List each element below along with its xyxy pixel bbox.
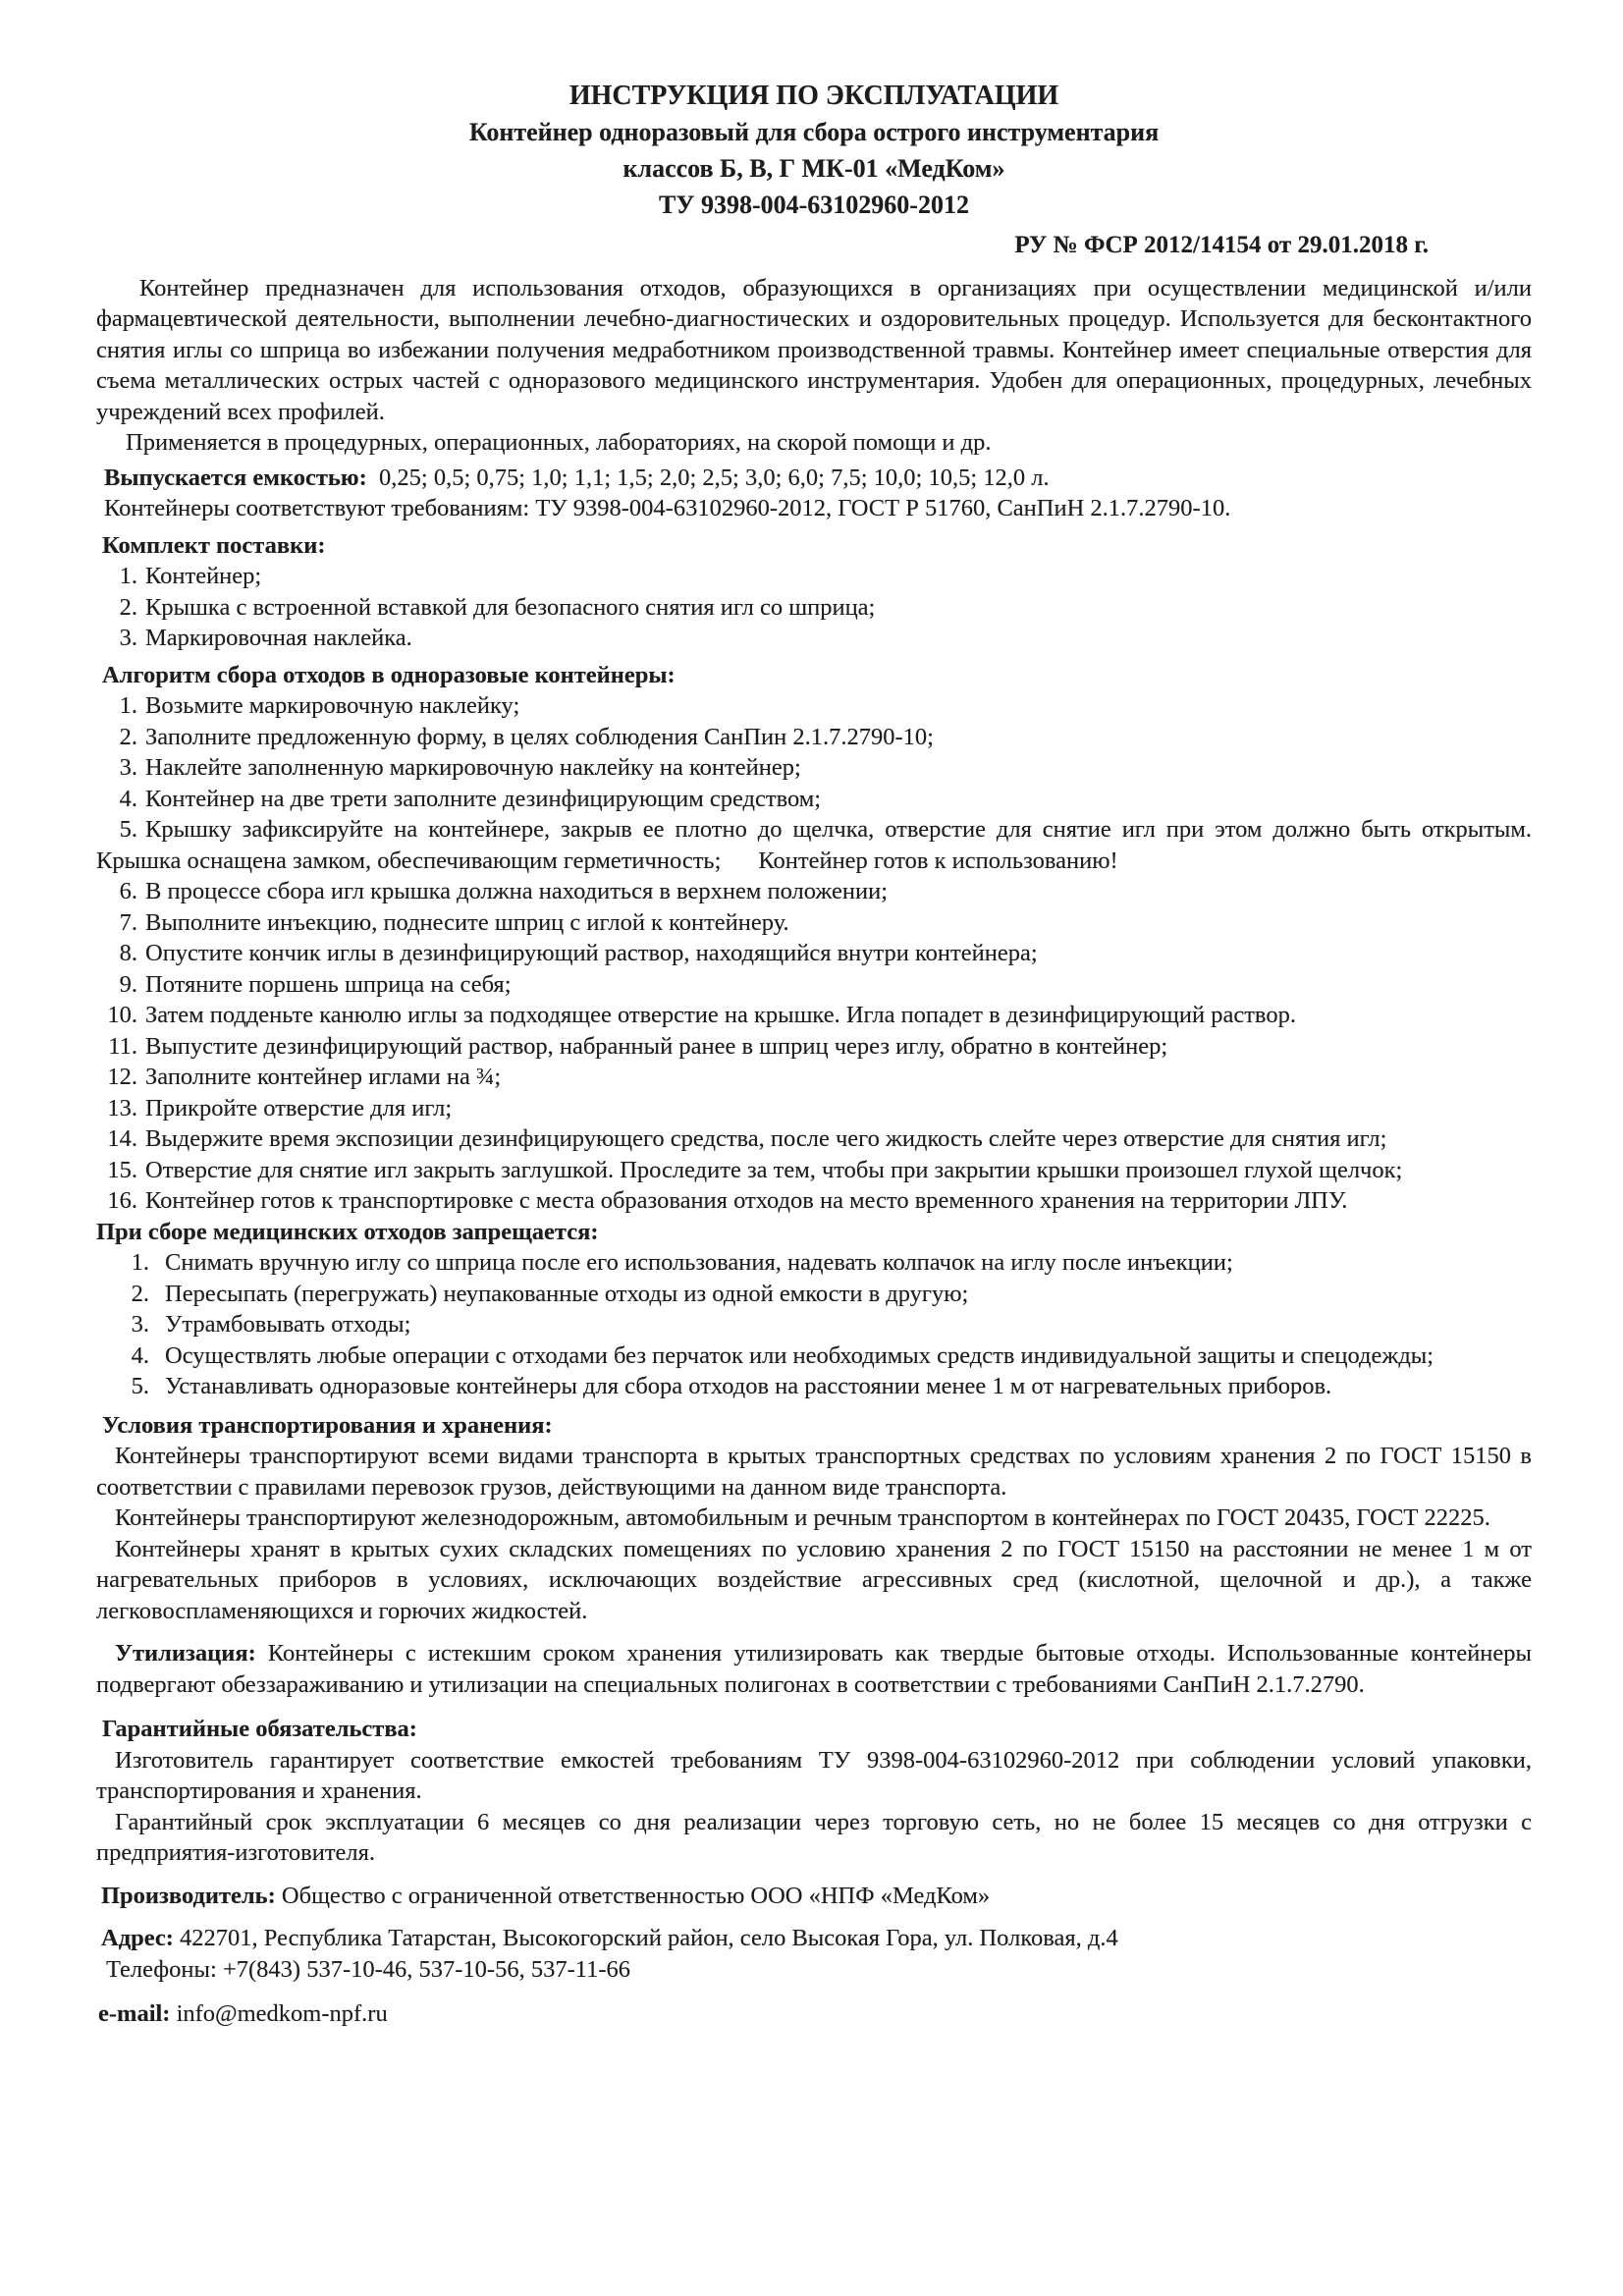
manufacturer-text: Общество с ограниченной ответственностью ООО «НПФ «МедКом» xyxy=(281,1882,991,1909)
item-number: 4. xyxy=(119,785,137,812)
supply-kit-heading: Комплект поставки: xyxy=(102,531,326,559)
compliance-line: Контейнеры соответствуют требованиям: ТУ 9398-004-63102960-2012, ГОСТ Р 51760, СанПиН 2.1.7.2790-10. xyxy=(104,495,1231,521)
address-line xyxy=(96,1923,1532,1954)
algorithm-item xyxy=(96,752,1532,784)
warranty-paragraph: Изготовитель гарантирует соответствие емкостей требованиям ТУ 9398-004-63102960-2012 при соблюдении условий упаковки, транспортирования и хранения. xyxy=(96,1746,1532,1804)
item-text: Крышку зафиксируйте на контейнере, закрыв ее плотно до щелчка, отверстие для снятие игл при этом должно быть открытым. Крышка оснащена замком, обеспечивающим герметичность; xyxy=(96,816,1532,874)
item-number: 11. xyxy=(108,1032,137,1060)
item-number: 4. xyxy=(131,1341,149,1369)
document-subtitle-product: Контейнер одноразовый для сбора острого инструментария xyxy=(468,118,1160,146)
algorithm-item xyxy=(96,784,1532,815)
item-text: Прикройте отверстие для игл; xyxy=(145,1094,453,1121)
warranty-paragraph: Гарантийный срок эксплуатации 6 месяцев со дня реализации через торговую сеть, но не более 15 месяцев со дня отгрузки с предприятия-изготовителя. xyxy=(96,1808,1532,1866)
algorithm-item xyxy=(96,814,1532,876)
item-text: Контейнер на две трети заполните дезинфицирующим средством; xyxy=(145,785,822,812)
document-title: ИНСТРУКЦИЯ ПО ЭКСПЛУАТАЦИИ xyxy=(568,81,1059,111)
address-label: Адрес: xyxy=(101,1925,174,1951)
phones-line xyxy=(96,1954,1532,1986)
disposal-paragraph xyxy=(96,1638,1532,1700)
item-number: 1. xyxy=(119,692,137,719)
address-text: 422701, Республика Татарстан, Высокогорский район, село Высокая Гора, ул. Полковая, д.4 xyxy=(180,1925,1118,1951)
item-text: Потяните поршень шприца на себя; xyxy=(145,970,512,998)
prohibited-heading: При сборе медицинских отходов запрещается: xyxy=(96,1218,599,1245)
item-text: Заполните контейнер иглами на ¾; xyxy=(145,1064,502,1090)
item-number: 1. xyxy=(131,1249,149,1276)
item-number: 8. xyxy=(119,940,137,966)
item-number: 7. xyxy=(119,908,137,936)
item-text: Устанавливать одноразовые контейнеры для сбора отходов на расстоянии менее 1 м от нагревательных приборов. xyxy=(165,1373,1332,1399)
manufacturer-line xyxy=(96,1881,1532,1912)
prohibited-item xyxy=(96,1371,1532,1402)
item-text: Снимать вручную иглу со шприца после его использования, надевать колпачок на иглу после инъекции; xyxy=(165,1249,1233,1276)
algorithm-item xyxy=(96,1031,1532,1063)
item-text: Затем подденьте канюлю иглы за подходящее отверстие на крышке. Игла попадет в дезинфицирующий раствор. xyxy=(145,1002,1296,1028)
supply-kit-item xyxy=(96,623,1532,654)
supply-kit-item xyxy=(96,561,1532,592)
item-text: Маркировочная наклейка. xyxy=(145,625,412,651)
item-number: 12. xyxy=(107,1064,137,1090)
item-number: 6. xyxy=(119,878,137,904)
item-number: 14. xyxy=(107,1125,137,1152)
item-number: 5. xyxy=(131,1373,149,1399)
item-text: Контейнер готов к транспортировке с места образования отходов на место временного хранения на территории ЛПУ. xyxy=(145,1187,1348,1214)
algorithm-item xyxy=(96,722,1532,753)
document-subtitle-tu: ТУ 9398-004-63102960-2012 xyxy=(659,191,969,219)
algorithm-item xyxy=(96,907,1532,939)
item-text: Осуществлять любые операции с отходами без перчаток или необходимых средств индивидуальной защиты и спецодежды; xyxy=(165,1341,1434,1369)
algorithm-item xyxy=(96,876,1532,907)
item-number: 9. xyxy=(119,970,137,998)
capacity-label: Выпускается емкостью: xyxy=(104,464,367,491)
registration-number: РУ № ФСР 2012/14154 от 29.01.2018 г. xyxy=(1014,232,1429,258)
phones-label: Телефоны: xyxy=(106,1955,217,1983)
algorithm-item xyxy=(96,1093,1532,1124)
algorithm-item xyxy=(96,1123,1532,1155)
item-text: Наклейте заполненную маркировочную наклейку на контейнер; xyxy=(145,754,801,781)
email-label: e-mail: xyxy=(98,2000,171,2027)
manufacturer-label: Производитель: xyxy=(101,1882,276,1909)
transport-paragraph: Контейнеры хранят в крытых сухих складских помещениях по условию хранения 2 по ГОСТ 15150 на расстоянии не менее 1 м от нагревательных приборов в условиях, исключающих воздействие агрессивных сред (кислотной, щелочной и др.), а также легковоспламеняющихся и горючих жидкостей. xyxy=(96,1535,1532,1624)
phones-text: +7(843) 537-10-46, 537-10-56, 537-11-66 xyxy=(222,1955,630,1983)
item-number: 16. xyxy=(107,1187,137,1214)
disposal-text: Контейнеры с истекшим сроком хранения утилизировать как твердые бытовые отходы. Использованные контейнеры подвергают обеззараживанию и утилизации на специальных полигонах в соответствии с требованиями СанПиН 2.1.7.2790. xyxy=(96,1640,1533,1698)
document-subtitle-classes: классов Б, В, Г МК-01 «МедКом» xyxy=(622,154,1005,183)
algorithm-item xyxy=(96,1000,1532,1031)
warranty-heading: Гарантийные обязательства: xyxy=(102,1716,417,1742)
algorithm-item xyxy=(96,690,1532,722)
supply-kit-item xyxy=(96,592,1532,624)
item-text: Отверстие для снятие игл закрыть заглушкой. Проследите за тем, чтобы при закрытии крышки произошел глухой щелчок; xyxy=(145,1156,1403,1183)
prohibited-item xyxy=(96,1247,1532,1279)
email-line xyxy=(96,1998,1532,2030)
item-text: Заполните предложенную форму, в целях соблюдения СанПин 2.1.7.2790-10; xyxy=(145,723,934,750)
capacity-values: 0,25; 0,5; 0,75; 1,0; 1,1; 1,5; 2,0; 2,5; 3,0; 6,0; 7,5; 10,0; 10,5; 12,0 л. xyxy=(379,464,1050,491)
item-number: 1. xyxy=(119,563,137,589)
item-number: 3. xyxy=(131,1311,149,1338)
item-text: Выдержите время экспозиции дезинфицирующего средства, после чего жидкость слейте через отверстие для снятия игл; xyxy=(145,1125,1387,1152)
transport-paragraph: Контейнеры транспортируют всеми видами транспорта в крытых транспортных средствах по условиям хранения 2 по ГОСТ 15150 в соответствии с правилами перевозок грузов, действующими на данном виде транспорта. xyxy=(96,1443,1532,1501)
item-text: Выпустите дезинфицирующий раствор, набранный ранее в шприц через иглу, обратно в контейнер; xyxy=(145,1032,1168,1060)
prohibited-item xyxy=(96,1340,1532,1372)
item-text: Возьмите маркировочную наклейку; xyxy=(145,692,520,719)
ready-note: Контейнер готов к использованию! xyxy=(758,847,1118,874)
algorithm-item xyxy=(96,1185,1532,1217)
item-text: В процессе сбора игл крышка должна находиться в верхнем положении; xyxy=(145,878,888,904)
transport-paragraph: Контейнеры транспортируют железнодорожным, автомобильным и речным транспортом в контейнерах по ГОСТ 20435, ГОСТ 22225. xyxy=(115,1504,1490,1531)
algorithm-item xyxy=(96,969,1532,1001)
algorithm-item xyxy=(96,938,1532,969)
item-number: 2. xyxy=(119,723,137,750)
item-number: 3. xyxy=(119,754,137,781)
item-text: Опустите кончик иглы в дезинфицирующий раствор, находящийся внутри контейнера; xyxy=(145,940,1038,966)
capacity-line xyxy=(96,463,1532,494)
item-number: 2. xyxy=(131,1280,149,1307)
item-number: 10. xyxy=(107,1002,137,1028)
item-number: 13. xyxy=(107,1094,137,1121)
transport-heading: Условия транспортирования и хранения: xyxy=(102,1411,553,1439)
application-paragraph: Применяется в процедурных, операционных, лабораториях, на скорой помощи и др. xyxy=(126,429,992,456)
prohibited-item xyxy=(96,1279,1532,1310)
item-text: Контейнер; xyxy=(145,563,262,589)
intro-paragraph: Контейнер предназначен для использования отходов, образующихся в организациях при осуществлении медицинской и/или фармацевтической деятельности, выполнении лечебно-диагностических и оздоровительных процедур. Используется для бесконтактного снятия иглы со шприца во избежании получения медработником производственной травмы. Контейнер имеет специальные отверстия для съема металлических острых частей с одноразового медицинского инструментария. Удобен для операционных, процедурных, лечебных учреждений всех профилей. xyxy=(96,274,1532,425)
item-text: Утрамбовывать отходы; xyxy=(165,1311,411,1338)
algorithm-item xyxy=(96,1062,1532,1093)
item-text: Пересыпать (перегружать) неупакованные отходы из одной емкости в другую; xyxy=(165,1280,969,1307)
item-number: 5. xyxy=(119,816,137,843)
disposal-label: Утилизация: xyxy=(115,1640,256,1667)
item-number: 2. xyxy=(119,593,137,621)
algorithm-heading: Алгоритм сбора отходов в одноразовые контейнеры: xyxy=(102,661,676,688)
email-text: info@medkom-npf.ru xyxy=(176,2000,388,2027)
prohibited-item xyxy=(96,1309,1532,1340)
item-text: Выполните инъекцию, поднесите шприц с иглой к контейнеру. xyxy=(145,908,789,936)
item-text: Крышка с встроенной вставкой для безопасного снятия игл со шприца; xyxy=(145,593,876,621)
algorithm-item xyxy=(96,1155,1532,1186)
item-number: 3. xyxy=(119,625,137,651)
item-number: 15. xyxy=(107,1156,137,1183)
